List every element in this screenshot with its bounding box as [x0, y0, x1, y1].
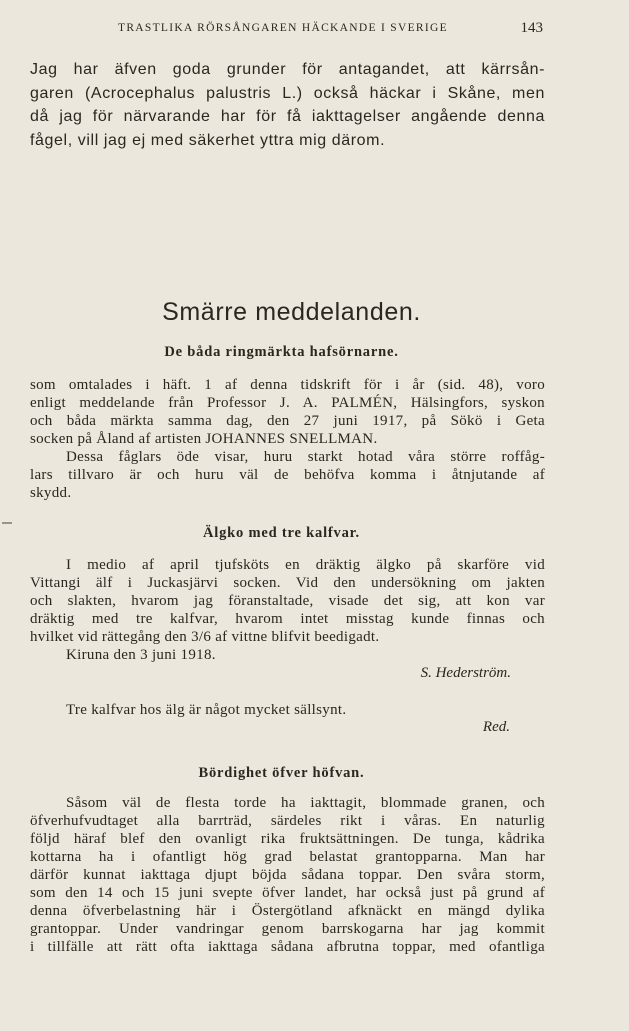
- intro-paragraph: [30, 58, 545, 152]
- text-line: Tre kalfvar hos älg är något mycket sällsynt.: [66, 702, 347, 718]
- text-line: enligt meddelande från Professor J. A. PALMÉN, Hälsingfors, syskon: [30, 395, 545, 411]
- text-line: hvilket vid rättegång den 3/6 af vittne blifvit beedigadt.: [30, 629, 380, 645]
- signature: S. Hederström.: [420, 665, 511, 681]
- text-line: I medio af april tjufsköts en dräktig älgko på skarföre vid: [66, 557, 545, 573]
- intro-line: då jag för närvarande har för få iakttagelser angående denna: [30, 108, 545, 125]
- text-line: denna öfverbelastning här i Östergötland afknäckt en mängd dylika: [30, 903, 545, 919]
- section-title: Smärre meddelanden.: [162, 298, 421, 326]
- text-line: i tillfälle att rätt ofta iakttaga sådana afbrutna toppar, med ofantliga: [30, 939, 545, 955]
- text-line: följd häraf blef den ovanligt rika fruktsättningen. De tunga, kådrika: [30, 831, 545, 847]
- editor-signature: Red.: [482, 719, 510, 735]
- editor-note: [66, 701, 546, 719]
- text-line: socken på Åland af artisten JOHANNES SNELLMAN.: [30, 431, 378, 447]
- text-line: därför kunnat iakttaga djupt böjda sådana toppar. Den svåra storm,: [30, 867, 545, 883]
- page-number: 143: [520, 20, 543, 36]
- intro-line: fågel, vill jag ej med säkerhet yttra mig därom.: [30, 131, 386, 149]
- text-line: Kiruna den 3 juni 1918.: [66, 647, 216, 663]
- article-body: [30, 794, 545, 956]
- text-line: Såsom väl de flesta torde ha iakttagit, blommade granen, och: [66, 795, 545, 811]
- article-body: [30, 556, 545, 664]
- text-line: dräktig med tre kalfvar, hvarom intet misstag kunde finnas och: [30, 611, 545, 627]
- text-line: och slakten, hvarom jag föranstaltade, visade det sig, att kon var: [30, 593, 545, 609]
- text-line: som omtalades i häft. 1 af denna tidskrift för i år (sid. 48), voro: [30, 377, 545, 393]
- text-line: Vittangi älf i Juckasjärvi socken. Vid den undersökning om jakten: [30, 575, 545, 591]
- text-line: och båda märkta samma dag, den 27 juni 1917, på Sökö i Geta: [30, 413, 545, 429]
- page-header: [0, 20, 629, 40]
- text-line: kottarna ha i ofantligt hög grad belastat grantopparna. Man har: [30, 849, 545, 865]
- margin-mark: [2, 522, 12, 524]
- article-title: Älgko med tre kalfvar.: [203, 525, 360, 541]
- running-title: TRASTLIKA RÖRSÅNGAREN HÄCKANDE I SVERIGE: [118, 22, 448, 34]
- text-line: Dessa fåglars öde visar, huru starkt hotad våra större roffåg-: [66, 449, 545, 465]
- article-title: De båda ringmärkta hafsörnarne.: [164, 344, 399, 360]
- intro-line: Jag har äfven goda grunder för antagandet, att kärrsån-: [30, 61, 545, 78]
- article-title: Bördighet öfver höfvan.: [198, 765, 365, 781]
- text-line: lars tillvaro är och huru väl de behöfva komma i åtnjutande af: [30, 467, 545, 483]
- text-line: grantoppar. Under vandringar genom barrskogarna har jag kommit: [30, 921, 545, 937]
- intro-line: garen (Acrocephalus palustris L.) också häckar i Skåne, men: [30, 84, 545, 102]
- text-line: som den 14 och 15 juni svepte öfver landet, har också just på grund af: [30, 885, 545, 901]
- text-line: skydd.: [30, 485, 72, 501]
- article-body: [30, 376, 545, 502]
- text-line: öfverhufvudtaget alla barrträd, särdeles rikt i våras. En naturlig: [30, 813, 545, 829]
